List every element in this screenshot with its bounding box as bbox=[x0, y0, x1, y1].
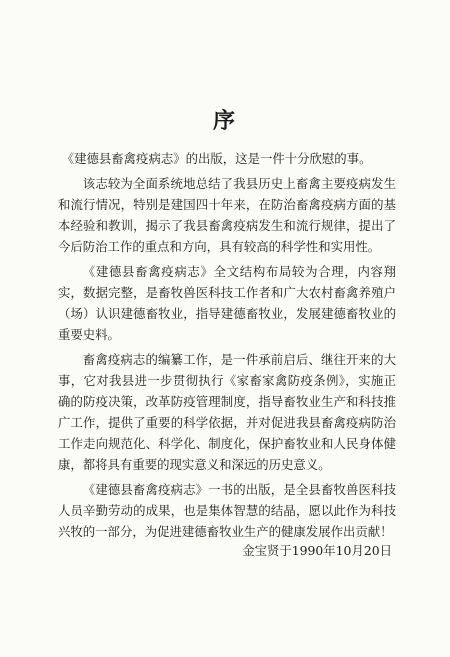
preface-body bbox=[58, 148, 396, 546]
paragraph-2: 该志较为全面系统地总结了我县历史上畜禽主要疫病发生和流行情况，特别是建国四十年来，在防治畜禽疫病方面的基本经验和教训，揭示了我县畜禽疫病发生和流行规律，提出了今后防治工作的重点和方向，具有较高的科学性和实用性。 bbox=[58, 176, 396, 254]
preface-title: 序 bbox=[212, 108, 237, 134]
paragraph-1: 《建德县畜禽疫病志》的出版，这是一件十分欣慰的事。 bbox=[61, 151, 372, 166]
paragraph-4: 畜禽疫病志的编纂工作，是一件承前启后、继往开来的大事，它对我县进一步贯彻执行《家畜家禽防疫条例》，实施正确的防疫决策，改革防疫管理制度，指导畜牧业生产和科技推广工作，提供了重要的科学依据，并对促进我县畜禽疫病防治工作走向规范化、科学化、制度化，保护畜牧业和人民身体健康，都将具有重要的现实意义和深远的历史意义。 bbox=[58, 352, 396, 472]
paragraph-3: 《建德县畜禽疫病志》全文结构布局较为合理，内容翔实，数据完整，是畜牧兽医科技工作者和广大农村畜禽养殖户（场）认识建德畜牧业，指导建德畜牧业，发展建德畜牧业的重要史料。 bbox=[58, 264, 396, 342]
paragraph-5: 《建德县畜禽疫病志》一书的出版，是全县畜牧兽医科技人员辛勤劳动的成果，也是集体智慧的结晶，愿以此作为科技兴牧的一部分，为促进建德畜牧业生产的健康发展作出贡献！ bbox=[58, 482, 396, 539]
signature-date: 金宝贤于1990年10月20日 bbox=[242, 543, 392, 558]
